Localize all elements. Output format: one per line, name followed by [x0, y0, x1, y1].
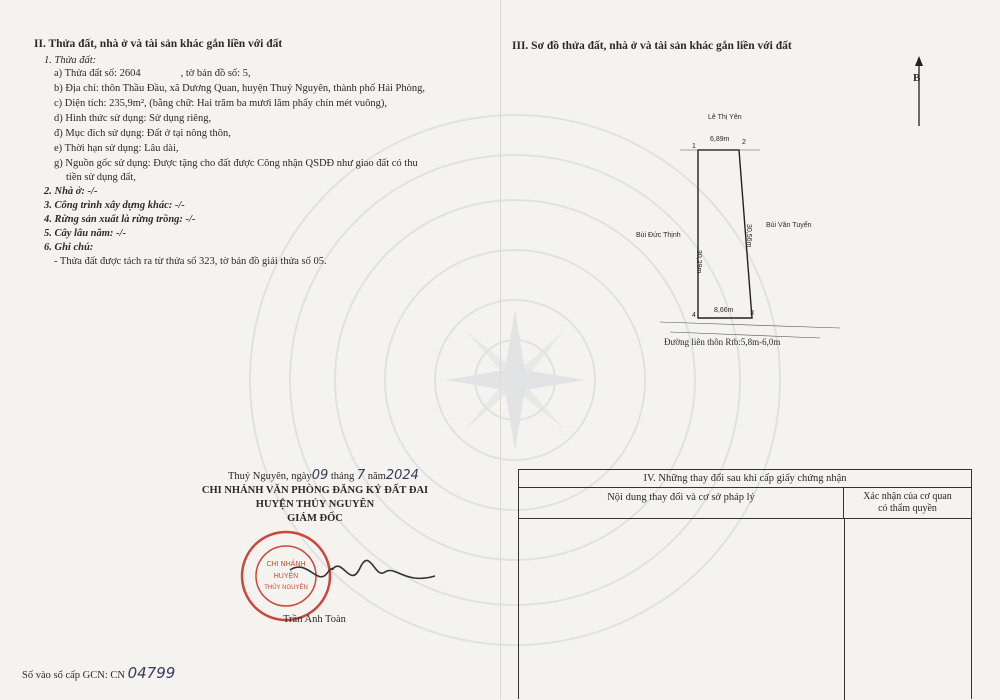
changes-table-title: IV. Những thay đổi sau khi cấp giấy chứng nhận — [519, 470, 971, 488]
point-2: 2 — [742, 139, 746, 146]
signer-name: Trần Anh Toàn — [283, 614, 346, 625]
page-fold — [500, 0, 501, 699]
term-line: e) Thời hạn sử dụng: Lâu dài, — [54, 143, 179, 154]
area-line: c) Diện tích: 235,9m², (bằng chữ: Hai trăm ba mươi lăm phẩy chín mét vuông), — [54, 98, 387, 109]
signing-day: 09 — [311, 468, 329, 483]
origin-line-2: tiền sử dụng đất, — [66, 172, 136, 183]
top-edge-length: 6,89m — [710, 136, 730, 143]
svg-text:THỦY NGUYÊN: THỦY NGUYÊN — [264, 585, 308, 591]
item5-trees: 5. Cây lâu năm: -/- — [44, 228, 126, 239]
left-neighbor: Bùi Đức Thịnh — [636, 232, 681, 239]
col-change-content: Nội dung thay đổi và cơ sở pháp lý — [519, 488, 844, 518]
address-line: b) Địa chỉ: thôn Thầu Đầu, xã Dương Quan, huyện Thuỷ Nguyên, thành phố Hải Phòng, — [54, 83, 426, 94]
item1-title: 1. Thửa đất: — [44, 55, 97, 66]
item2-house: 2. Nhà ở: -/- — [44, 186, 98, 197]
item6-notes-title: 6. Ghi chú: — [44, 242, 94, 253]
col-authority-confirmation: Xác nhận của cơ quan có thẩm quyền — [863, 491, 952, 514]
section-iii-title: III. Sơ đồ thửa đất, nhà ở và tài sản khác gắn liền với đất — [512, 40, 792, 52]
issuing-office: CHI NHÁNH VĂN PHÒNG ĐĂNG KÝ ĐẤT ĐAI HUYỆN THỦY NGUYÊN GIÁM ĐỐC — [201, 485, 429, 524]
item4-forest: 4. Rừng sản xuất là rừng trồng: -/- — [44, 214, 196, 225]
note-text: - Thửa đất được tách ra từ thửa số 323, tờ bản đồ giải thửa số 05. — [54, 256, 327, 267]
item3-construction: 3. Công trình xây dựng khác: -/- — [44, 200, 185, 211]
svg-text:HUYỆN: HUYỆN — [273, 573, 299, 580]
parcel-number: 2604 — [119, 68, 141, 79]
bottom-edge-length: 8,66m — [714, 307, 734, 314]
signing-month: 7 — [356, 468, 366, 483]
right-edge-length: 30,56m — [745, 224, 752, 248]
signing-date: Thuỷ Nguyên, ngày09 tháng 7 năm2024 — [228, 468, 419, 483]
north-label: B — [913, 72, 921, 84]
official-seal — [238, 528, 334, 624]
usage-purpose-line: đ) Mục đích sử dụng: Đất ở tại nông thôn, — [54, 128, 231, 139]
point-1: 1 — [692, 143, 696, 150]
origin-line-1: g) Nguồn gốc sử dụng: Được tặng cho đất được Công nhận QSDĐ như giao đất có thu — [54, 158, 418, 169]
north-arrow-icon — [908, 56, 930, 128]
handwritten-signature — [330, 550, 440, 600]
changes-table — [518, 469, 972, 699]
right-neighbor: Bùi Văn Tuyến — [766, 222, 812, 229]
svg-text:CHI NHÁNH: CHI NHÁNH — [266, 561, 306, 568]
gcn-register-number: Số vào sổ cấp GCN: CN 04799 — [22, 664, 176, 682]
top-neighbor: Lê Thị Yên — [708, 114, 742, 121]
left-edge-length: 30,29m — [695, 250, 702, 274]
changes-table-header — [519, 488, 971, 519]
point-4: 4 — [692, 312, 696, 319]
usage-form-line: d) Hình thức sử dụng: Sử dụng riêng, — [54, 113, 212, 124]
parcel-number-line: a) Thửa đất số: 2604 , tờ bản đồ số: 5, — [54, 68, 251, 79]
point-3: 3 — [750, 310, 754, 317]
section-ii-title: II. Thửa đất, nhà ở và tài sản khác gắn liền với đất — [34, 38, 283, 50]
table-divider — [844, 518, 845, 700]
road-label: Đường liên thôn Rtb:5,8m-6,0m — [664, 337, 781, 347]
signing-year: 2024 — [385, 468, 419, 483]
